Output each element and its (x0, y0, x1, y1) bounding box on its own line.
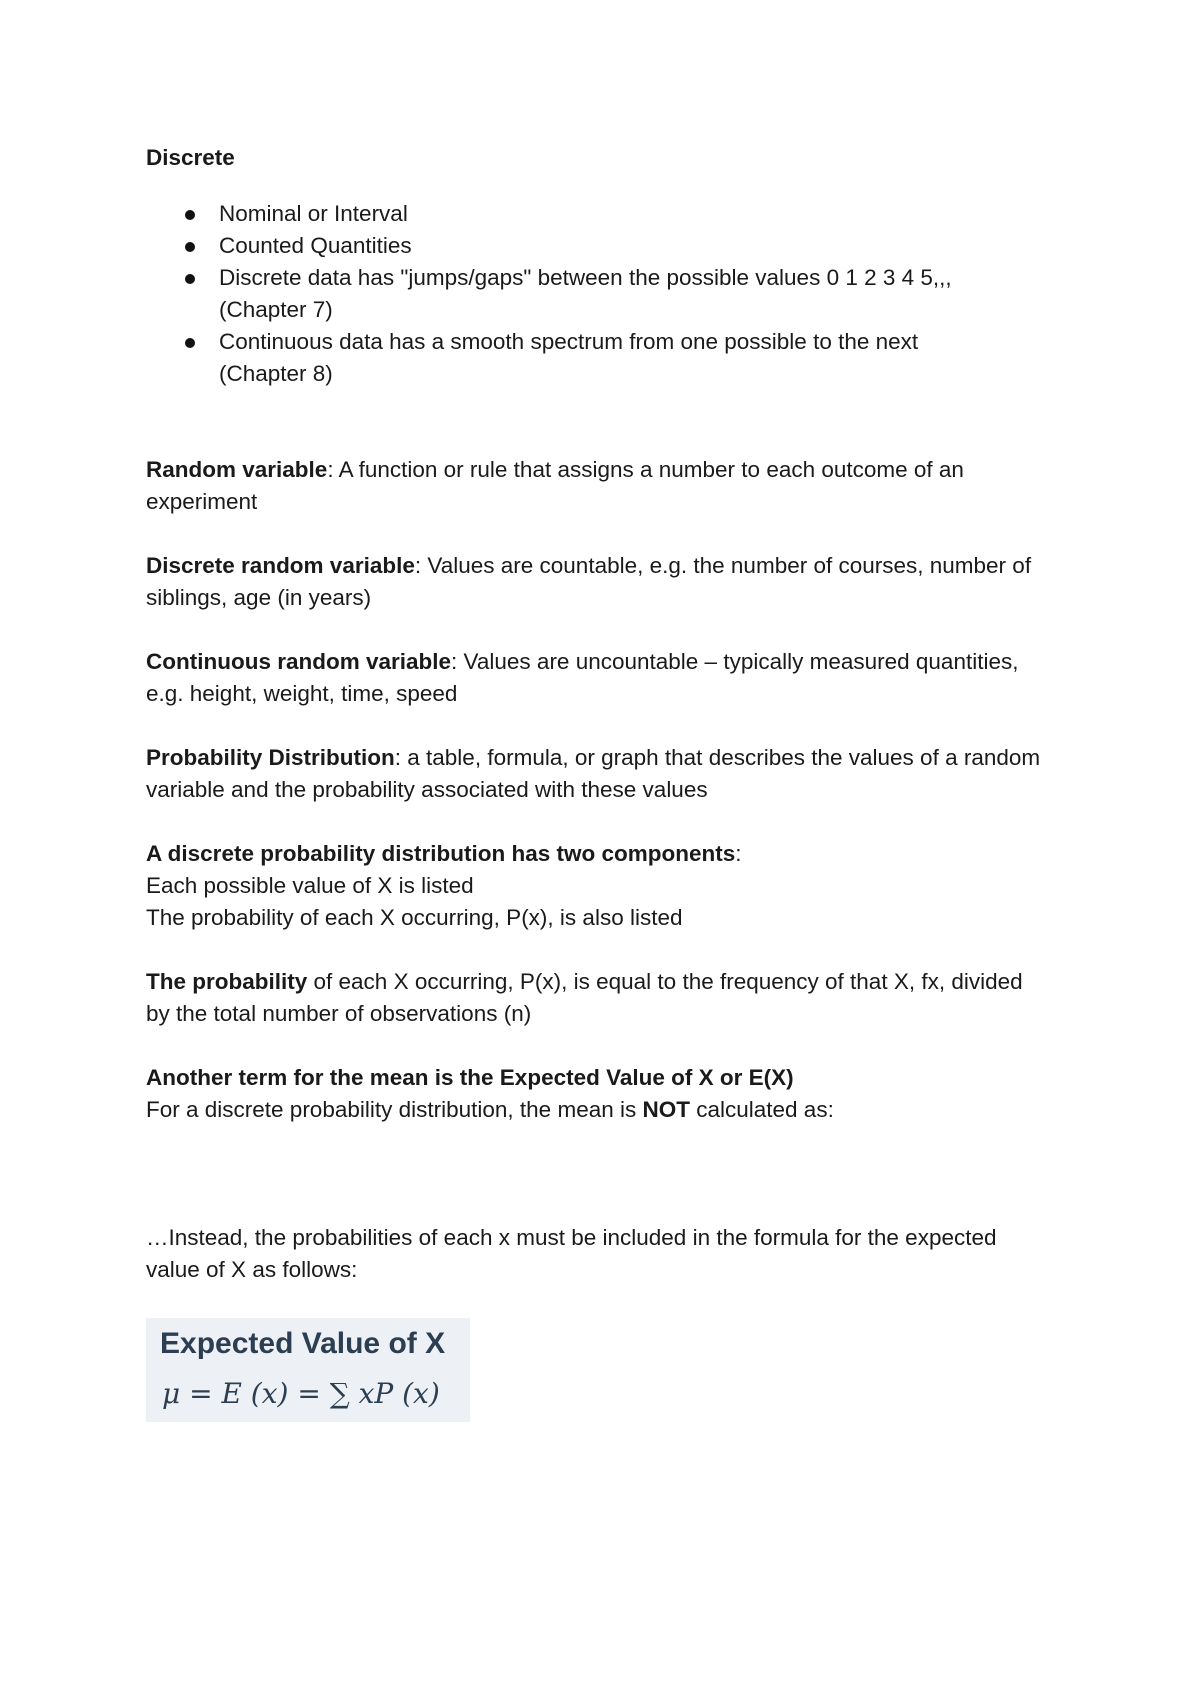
probability-paragraph: The probability of each X occurring, P(x), is equal to the frequency of that X, fx, divided by the total number of observations (n) (146, 969, 1023, 1026)
formula-title: Expected Value of X (160, 1327, 446, 1360)
components-line-1: Each possible value of X is listed (146, 873, 474, 898)
mean-block (146, 1062, 1046, 1126)
instead-paragraph: …Instead, the probabilities of each x must be included in the formula for the expected value of X as follows: (146, 1225, 997, 1282)
document-page (146, 142, 1046, 1422)
section-title: Discrete (146, 145, 235, 170)
mean-heading: Another term for the mean is the Expected Value of X or E(X) (146, 1065, 794, 1090)
components-block (146, 838, 1046, 934)
definition-continuous-random-variable: Continuous random variable: Values are uncountable – typically measured quantities, e.g. height, weight, time, speed (146, 649, 1019, 706)
list-item: Counted Quantities (219, 230, 1046, 262)
definition-discrete-random-variable: Discrete random variable: Values are countable, e.g. the number of courses, number of siblings, age (in years) (146, 553, 1032, 610)
expected-value-formula-image (146, 1318, 470, 1422)
bullet-list (146, 198, 1046, 390)
components-line-2: The probability of each X occurring, P(x), is also listed (146, 905, 683, 930)
components-heading: A discrete probability distribution has two components: (146, 841, 742, 866)
definition-random-variable: Random variable: A function or rule that assigns a number to each outcome of an experiment (146, 457, 964, 514)
list-item: Discrete data has "jumps/gaps" between the possible values 0 1 2 3 4 5,,, (Chapter 7) (219, 262, 1046, 326)
list-item: Nominal or Interval (219, 198, 1046, 230)
list-item: Continuous data has a smooth spectrum from one possible to the next (Chapter 8) (219, 326, 1046, 390)
mean-line: For a discrete probability distribution, the mean is NOT calculated as: (146, 1097, 834, 1122)
formula-equation: μ = E (x) = ∑ xP (x) (162, 1377, 440, 1410)
definition-probability-distribution: Probability Distribution: a table, formula, or graph that describes the values of a random variable and the probability associated with these values (146, 745, 1041, 802)
